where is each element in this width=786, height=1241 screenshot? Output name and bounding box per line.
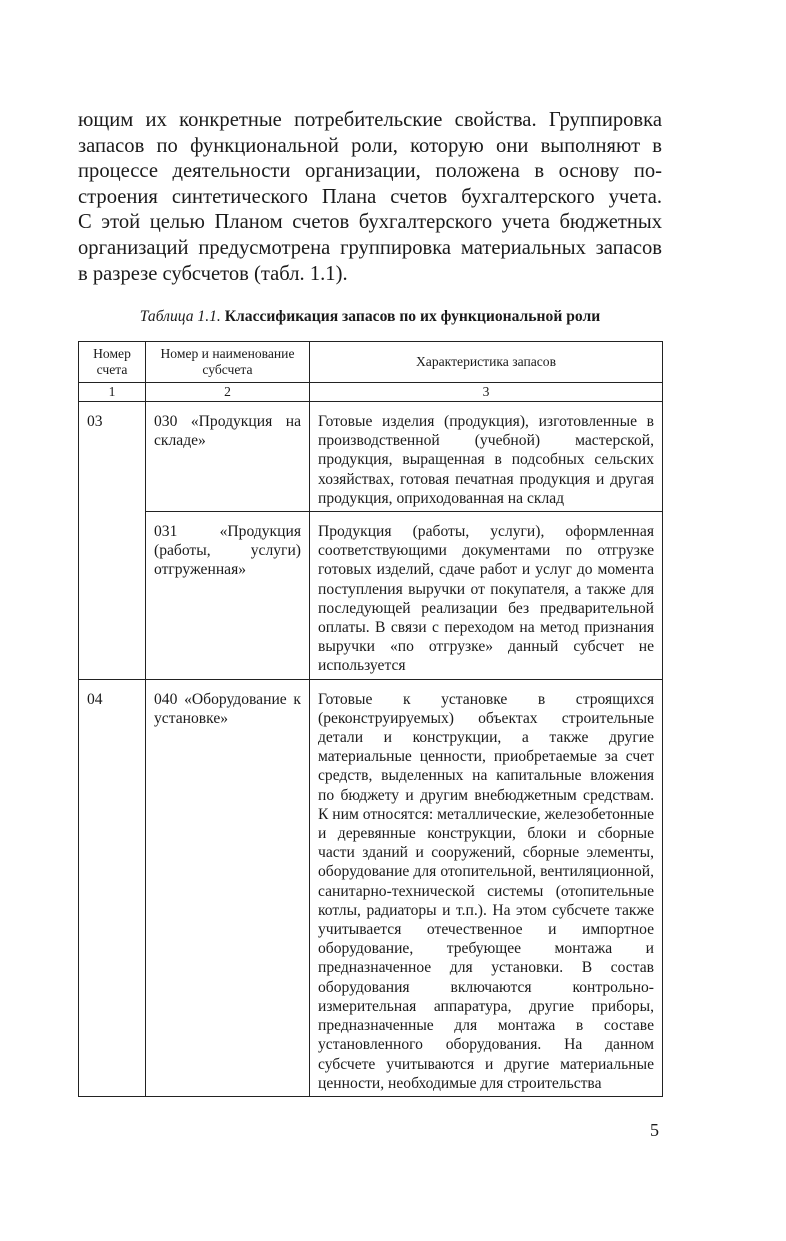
intro-line: в разрезе субсчетов (табл. 1.1). — [78, 262, 348, 285]
intro-paragraph — [78, 108, 662, 287]
intro-line: запасов по функциональной роли, которую они выполняют в — [78, 134, 662, 157]
table-caption-prefix: Таблица 1.1. — [139, 308, 221, 325]
page-number: 5 — [650, 1120, 659, 1140]
table-caption — [78, 307, 662, 327]
column-number: 2 — [146, 383, 310, 402]
table-row — [79, 402, 663, 512]
column-number-row — [79, 383, 663, 402]
description-cell: Готовые изделия (продукция), изготовленные в производственной (учебной) мастерской, продукция, выращенная в подсобных сельских хозяйствах, готовая печатная продукция и другая продукция, оприходованная на склад — [310, 402, 663, 512]
header-subaccount: Номер и наименование субсчета — [146, 342, 310, 383]
table-header-row — [79, 342, 663, 383]
header-account-number: Номер счета — [79, 342, 146, 383]
table-row — [79, 679, 663, 1096]
account-number-cell: 04 — [79, 679, 146, 1096]
intro-line: процессе деятельности организации, положена в основу по- — [78, 160, 662, 183]
table-caption-title: Классификация запасов по их функциональной роли — [224, 308, 601, 325]
inventory-classification-table — [78, 341, 663, 1097]
intro-line: строения синтетического Плана счетов бухгалтерского учета. — [78, 185, 662, 208]
column-number: 3 — [310, 383, 663, 402]
account-number-cell: 03 — [79, 402, 146, 680]
table-row — [79, 512, 663, 680]
column-number: 1 — [79, 383, 146, 402]
description-cell: Продукция (работы, услуги), оформленная соответствующими документами по отгрузке готовых изделий, сдаче работ и услуг до момента поступления выручки от покупателя, а также для последующей реализации без предварительной оплаты. В связи с переходом на метод признания выручки «по отгрузке» данный субсчет не используется — [310, 512, 663, 680]
description-cell: Готовые к установке в строящихся (реконструируемых) объектах строительные детали и конструкции, а также другие материальные ценности, приобретаемые за счет средств, выделенных на капитальные вложения по бюджету и другим внебюджетным средствам. К ним относятся: металлические, железобетонные и деревянные конструкции, блоки и сборные части зданий и сооружений, сборные элементы, оборудование для отопительной, вентиляционной, санитарно-технической системы (отопительные котлы, радиаторы и т.п.). На этом субсчете также учитывается отечественное и импортное оборудование, требующее монтажа и предназначенное для установки. В состав оборудования включаются контрольно-измерительная аппаратура, другие приборы, предназначенные для монтажа в составе установленного оборудования. На данном субсчете учитываются и другие материальные ценности, необходимые для строительства — [310, 679, 663, 1096]
intro-line: С этой целью Планом счетов бухгалтерского учета бюджетных — [78, 211, 662, 234]
subaccount-cell: 040 «Оборудование к установке» — [146, 679, 310, 1096]
subaccount-cell: 030 «Продукция на складе» — [146, 402, 310, 512]
intro-line: организаций предусмотрена группировка материальных запасов — [78, 236, 662, 259]
subaccount-cell: 031 «Продукция (работы, услуги) отгруженная» — [146, 512, 310, 680]
header-description: Характеристика запасов — [310, 342, 663, 383]
intro-line: ющим их конкретные потребительские свойства. Группировка — [78, 109, 662, 131]
